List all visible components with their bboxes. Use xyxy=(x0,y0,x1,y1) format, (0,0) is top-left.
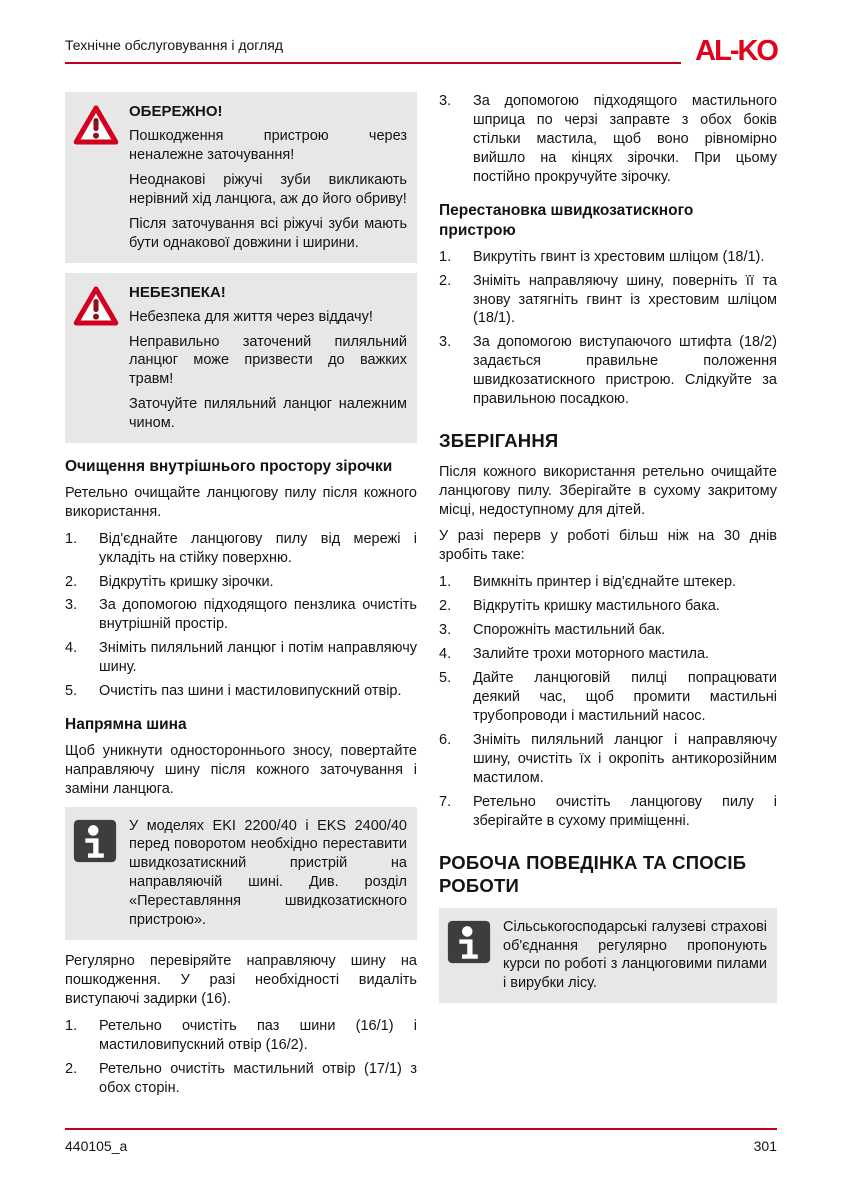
column-right xyxy=(439,92,777,1106)
list-item-number: 3. xyxy=(65,597,78,614)
list-item-number: 1. xyxy=(65,530,78,547)
list-item-number: 6. xyxy=(439,732,452,749)
document-number: 440105_a xyxy=(65,1138,128,1154)
warning-triangle-icon xyxy=(73,102,129,253)
warning-triangle-icon xyxy=(73,283,129,434)
list-item xyxy=(439,669,777,726)
danger-title: НЕБЕЗПЕКА! xyxy=(129,283,226,301)
danger-text: Неправильно заточений пиляльний ланцюг може призвести до важких травм! xyxy=(129,333,407,388)
list-item-number: 4. xyxy=(439,646,452,663)
reposition-list xyxy=(439,248,777,410)
info-icon xyxy=(447,918,503,994)
list-item xyxy=(65,1060,417,1098)
section-heading-behavior: РОБОЧА ПОВЕДІНКА ТА СПОСІБ РОБОТИ xyxy=(439,852,747,897)
info-note-models xyxy=(65,807,417,941)
list-item-text: За допомогою підходящого пензлика очистіть внутрішній простір. xyxy=(99,597,417,633)
caution-text: Пошкодження пристрою через неналежне заточування! xyxy=(129,127,407,163)
storage-paragraph: Після кожного використання ретельно очищайте ланцюгову пилу. Зберігайте в сухому закритому місці, недоступному для дітей. xyxy=(439,463,777,518)
list-item-number: 7. xyxy=(439,794,452,811)
section-heading-guide-bar: Напрямна шина xyxy=(65,716,187,734)
list-item-text: Зніміть пиляльний ланцюг і потім направляючу шину. xyxy=(99,640,417,676)
list-item-text: Відкрутіть кришку зірочки. xyxy=(99,573,274,590)
danger-text: Небезпека для життя через віддачу! xyxy=(129,308,373,325)
caution-text: Після заточування всі ріжучі зуби мають бути однакової довжини і ширини. xyxy=(129,215,407,251)
section-heading-reposition: Перестановка швидкозатискного пристрою xyxy=(439,202,694,240)
list-item-number: 1. xyxy=(439,574,452,591)
list-item-text: Зніміть направляючу шину, поверніть її та знову затягніть гвинт із хрестовим шліцом (18/1). xyxy=(473,272,777,327)
list-item-number: 3. xyxy=(439,622,452,639)
list-item xyxy=(439,272,777,329)
list-item xyxy=(439,731,777,788)
guide-bar-intro: Щоб уникнути одностороннього зносу, повертайте направляючу шину після кожного заточування і заміни ланцюга. xyxy=(65,742,417,797)
list-item-number: 5. xyxy=(65,683,78,700)
storage-list xyxy=(439,573,777,831)
page-footer xyxy=(65,1128,777,1155)
list-item-number: 2. xyxy=(65,573,78,590)
danger-box xyxy=(65,273,417,444)
list-item-text: Від'єднайте ланцюгову пилу від мережі і укладіть на стійку поверхню. xyxy=(99,530,417,566)
list-item-number: 2. xyxy=(65,1061,78,1078)
caution-title: ОБЕРЕЖНО! xyxy=(129,103,223,121)
list-item-number: 5. xyxy=(439,670,452,687)
page-header xyxy=(65,34,777,67)
list-item-number: 4. xyxy=(65,640,78,657)
danger-body xyxy=(129,283,407,434)
section-heading-cleaning: Очищення внутрішнього простору зірочки xyxy=(65,458,393,476)
list-item xyxy=(65,530,417,568)
list-item-text: Дайте ланцюговій пилці попрацювати деякий час, щоб промити мастильні трубопроводи і мастильний насос. xyxy=(473,670,777,725)
list-item-text: За допомогою виступаючого штифта (18/2) задається правильне положення швидкозатискного пристрою. Слідкуйте за правильною посадкою. xyxy=(473,334,777,408)
info-note-text: У моделях EKI 2200/40 і EKS 2400/40 перед поворотом необхідно переставити швидкозатискний пристрій на направляючій шині. Див. розділ «Переставляння швидкозатискного пристрою». xyxy=(129,817,407,929)
list-item-text: Вимкніть принтер і від'єднайте штекер. xyxy=(473,574,737,591)
list-item xyxy=(439,248,777,267)
list-item-text: Залийте трохи моторного мастила. xyxy=(473,646,710,663)
list-item xyxy=(439,573,777,592)
list-item xyxy=(439,621,777,640)
list-item xyxy=(65,596,417,634)
caution-body xyxy=(129,102,407,253)
page-number: 301 xyxy=(753,1138,777,1154)
list-item xyxy=(65,573,417,592)
list-item-number: 2. xyxy=(439,272,452,289)
list-item-text: Викрутіть гвинт із хрестовим шліцом (18/1). xyxy=(473,248,765,265)
list-item-text: Ретельно очистіть паз шини (16/1) і мастиловипускний отвір (16/2). xyxy=(99,1018,417,1054)
caution-box xyxy=(65,92,417,263)
list-item-number: 3. xyxy=(439,93,452,110)
list-item-number: 3. xyxy=(439,334,452,351)
list-item-text: Відкрутіть кришку мастильного бака. xyxy=(473,598,720,615)
section-heading-storage: ЗБЕРІГАННЯ xyxy=(439,430,559,452)
column-left xyxy=(65,92,417,1106)
two-column-body xyxy=(65,92,777,1106)
cleaning-intro: Ретельно очищайте ланцюгову пилу після кожного використання. xyxy=(65,484,417,520)
list-item xyxy=(439,333,777,409)
list-item-text: Спорожніть мастильний бак. xyxy=(473,622,666,639)
list-item xyxy=(439,793,777,831)
list-item-number: 1. xyxy=(65,1018,78,1035)
breadcrumb: Технічне обслуговування і догляд xyxy=(65,36,681,64)
list-item-text: Очистіть паз шини і мастиловипускний отвір. xyxy=(99,683,402,700)
guide-bar-check: Регулярно перевіряйте направляючу шину на пошкодження. У разі необхідності видаліть виступаючі задирки (16). xyxy=(65,953,417,1008)
list-item-text: Ретельно очистіть ланцюгову пилу і зберігайте в сухому приміщенні. xyxy=(473,794,777,830)
list-item-text: За допомогою підходящого мастильного шприца по черзі заправте з обох боків стільки мастила, щоб воно рівномірно вийшло на кінцях зірочки. При цьому постійно прокручуйте зірочку. xyxy=(473,93,777,186)
storage-paragraph: У разі перерв у роботі більш ніж на 30 днів зробіть таке: xyxy=(439,528,777,564)
guide-bar-list xyxy=(65,1017,417,1098)
list-item xyxy=(439,92,777,187)
cleaning-list xyxy=(65,530,417,702)
list-item-text: Зніміть пиляльний ланцюг і направляючу шину, очистіть їх і окропіть антикорозійним мастилом. xyxy=(473,732,777,787)
info-note-text: Сільськогосподарські галузеві страхові об'єднання регулярно пропонують курси по роботі з ланцюговими пилами і вирубки лісу. xyxy=(503,918,767,992)
info-icon xyxy=(73,817,129,931)
list-item-number: 1. xyxy=(439,248,452,265)
footer-rule xyxy=(65,1128,777,1155)
list-item-text: Ретельно очистіть мастильний отвір (17/1) з обох сторін. xyxy=(99,1061,417,1097)
caution-text: Неоднакові ріжучі зуби викликають нерівний хід ланцюга, аж до його обриву! xyxy=(129,171,407,207)
list-item xyxy=(439,597,777,616)
list-item-number: 2. xyxy=(439,598,452,615)
info-note-courses xyxy=(439,908,777,1004)
list-item xyxy=(439,645,777,664)
list-item xyxy=(65,682,417,701)
danger-text: Заточуйте пиляльний ланцюг належним чином. xyxy=(129,396,407,432)
list-item xyxy=(65,1017,417,1055)
alko-logo: AL-KO xyxy=(695,34,777,67)
list-item xyxy=(65,639,417,677)
